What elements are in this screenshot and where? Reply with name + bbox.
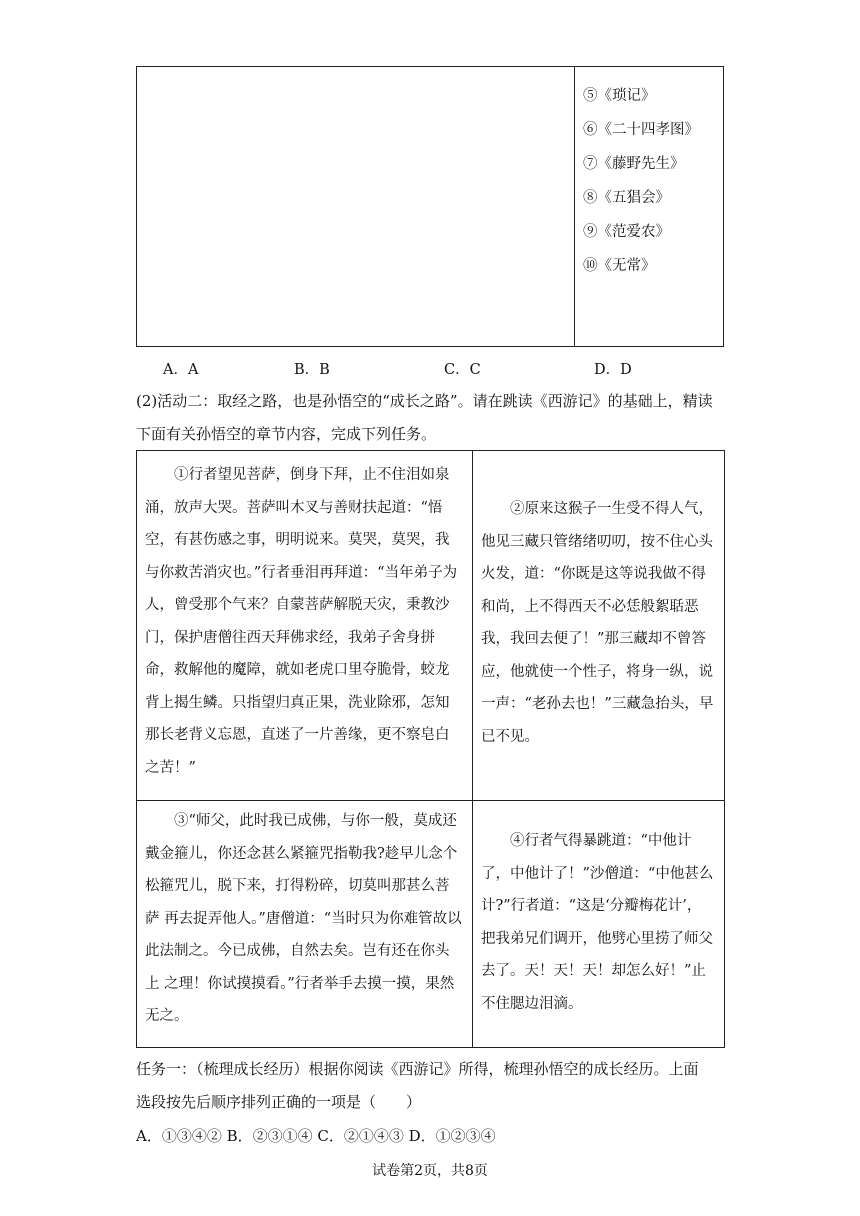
task1-text	[136, 1053, 736, 1119]
passage-table	[136, 450, 725, 1048]
list-item: ⑥《二十四孝图》	[583, 122, 699, 138]
option-a: A．A	[163, 362, 199, 378]
list-item: ⑦《藤野先生》	[583, 156, 685, 172]
table-divider	[137, 800, 724, 801]
list-item: ⑩《无常》	[583, 258, 656, 274]
activity2-line: 下面有关孙悟空的章节内容，完成下列任务。	[136, 425, 437, 443]
option-b: B．B	[294, 362, 330, 378]
upper-table	[136, 66, 724, 347]
page-footer: 试卷第2页，共8页	[372, 1163, 488, 1179]
activity2-text	[136, 385, 736, 451]
table-divider	[574, 67, 575, 346]
list-item: ⑤《琐记》	[583, 88, 656, 104]
passage-4: ④行者气得暴跳道：“中他计了，中他计了！”沙僧道：“中他甚么计?”行者道：“这是‘分瓣梅花计’，把我弟兄们调开，他劈心里捞了师父去了。天！天！天！却怎么好！”止不住腮边泪滴。	[481, 833, 714, 1012]
passage-1: ①行者望见菩萨，倒身下拜，止不住泪如泉涌，放声大哭。菩萨叫木叉与善财扶起道：“悟空，有甚伤感之事，明明说来。莫哭，莫哭，我与你救苦消灾也。”行者垂泪再拜道：“当年弟子为人，曾受那个气来？自蒙菩萨解脱天灾，秉教沙门，保护唐僧往西天拜佛求经，我弟子舍身拼命，救解他的魔障，就如老虎口里夺脆骨，蛟龙背上揭生鳞。只指望归真正果，洗业除邪，怎知那长老背义忘恩，直迷了一片善缘，更不察皂白之苦！”	[145, 467, 458, 776]
option-c: C．C	[444, 362, 481, 378]
task1-line: 选段按先后顺序排列正确的一项是（ ）	[136, 1093, 422, 1111]
list-item: ⑧《五猖会》	[583, 190, 670, 206]
essay-list	[583, 79, 699, 283]
task1-options: A．①③④② B．②③①④ C．②①④③ D．①②③④	[136, 1127, 496, 1145]
passage-3: ③“师父，此时我已成佛，与你一般，莫成还 戴金箍儿，你还念甚么紧箍咒指勒我?趁早儿念个 松箍咒儿，脱下来，打得粉碎，切莫叫那甚么菩萨 再去捉弄他人。”唐僧道：“当时只为你难管故以 此法制之。今已成佛，自然去矣。岂有还在你头上 之理！你试摸摸看。”行者举手去摸一摸，果然无之。	[145, 813, 462, 1024]
table-divider	[472, 451, 473, 1047]
passage-2: ②原来这猴子一生受不得人气，他见三藏只管绪绪叨叨，按不住心头火发，道：“你既是这等说我做不得和尚，上不得西天不必恁般絮聒恶我，我回去便了！”那三藏却不曾答应，他就使一个性子，将身一纵，说一声：“老孙去也！”三藏急抬头，早已不见。	[481, 501, 714, 745]
task1-line: 任务一：（梳理成长经历）根据你阅读《西游记》所得，梳理孙悟空的成长经历。上面	[136, 1060, 699, 1078]
option-d: D．D	[594, 362, 632, 378]
list-item: ⑨《范爱农》	[583, 224, 670, 240]
activity2-line: (2)活动二：取经之路，也是孙悟空的“成长之路”。请在跳读《西游记》的基础上，精读	[136, 392, 713, 410]
